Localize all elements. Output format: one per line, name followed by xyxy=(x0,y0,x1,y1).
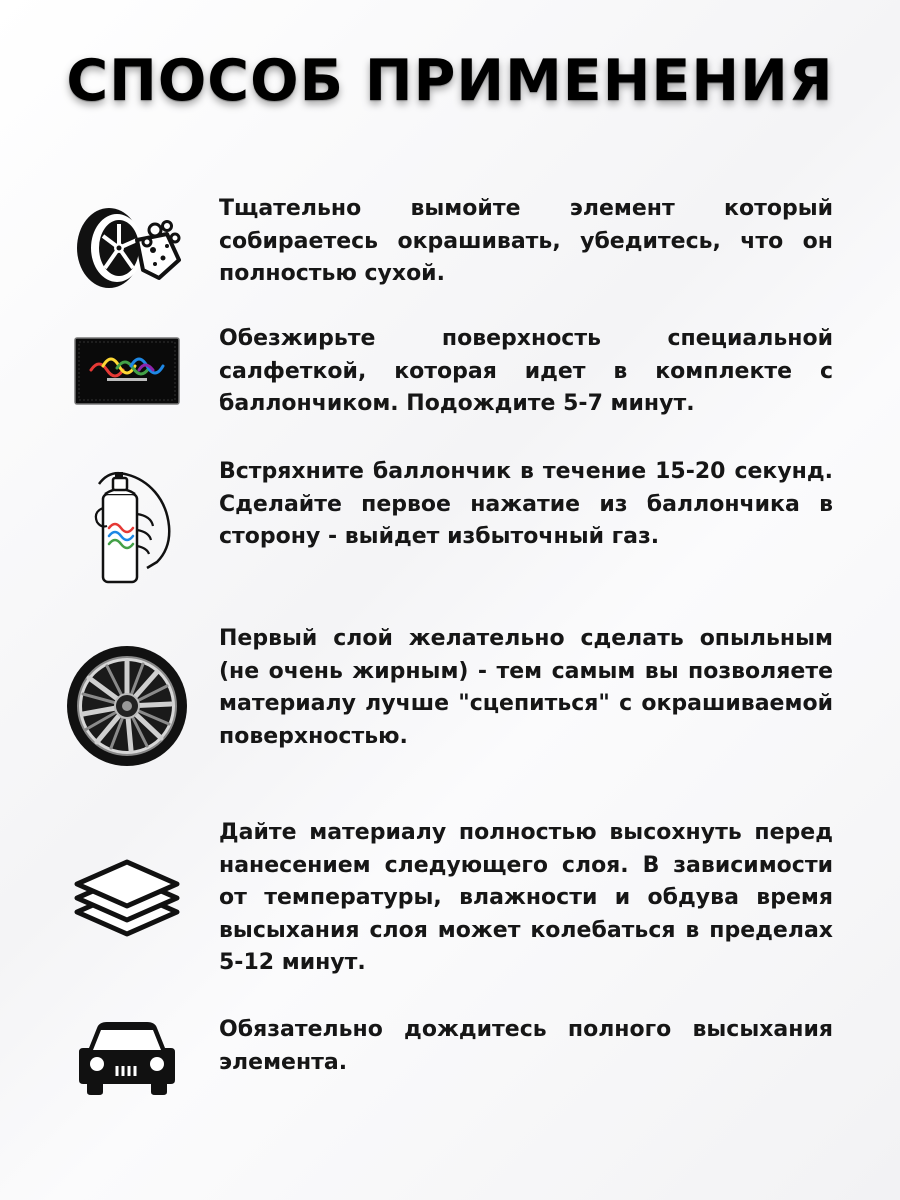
step-1 xyxy=(0,190,900,300)
layers-icon xyxy=(62,836,192,956)
step-3-text: Встряхните баллончик в течение 15-20 секунд. Сделайте первое нажатие из баллончика в сторону - выйдет избыточный газ. xyxy=(219,459,833,549)
step-6 xyxy=(0,1013,900,1103)
wheel-wash-icon xyxy=(62,200,192,290)
degreasing-wipe-icon xyxy=(62,336,192,406)
step-2 xyxy=(0,322,900,427)
step-4-text: Первый слой желательно сделать опыльным (не очень жирным) - тем самым вы позволяете материалу лучше "сцепиться" с окрашиваемой поверхностью. xyxy=(219,626,833,749)
step-5-text: Дайте материалу полностью высохнуть перед нанесением следующего слоя. В зависимости от температуры, влажности и обдува время высыхания слоя может колебаться в пределах 5-12 минут. xyxy=(219,820,833,975)
spray-can-icon xyxy=(62,455,192,590)
step-1-text: Тщательно вымойте элемент который собираетесь окрашивать, убедитесь, что он полностью сухой. xyxy=(219,196,833,286)
step-3 xyxy=(0,455,900,590)
step-6-text: Обязательно дождитесь полного высыхания элемента. xyxy=(219,1017,833,1075)
car-icon xyxy=(62,1017,192,1097)
step-5 xyxy=(0,816,900,986)
step-4 xyxy=(0,622,900,792)
alloy-wheel-icon xyxy=(62,636,192,776)
page-title: СПОСОБ ПРИМЕНЕНИЯ xyxy=(66,48,834,114)
step-2-text: Обезжирьте поверхность специальной салфеткой, которая идет в комплекте с баллончиком. Подождите 5-7 минут. xyxy=(219,326,833,416)
